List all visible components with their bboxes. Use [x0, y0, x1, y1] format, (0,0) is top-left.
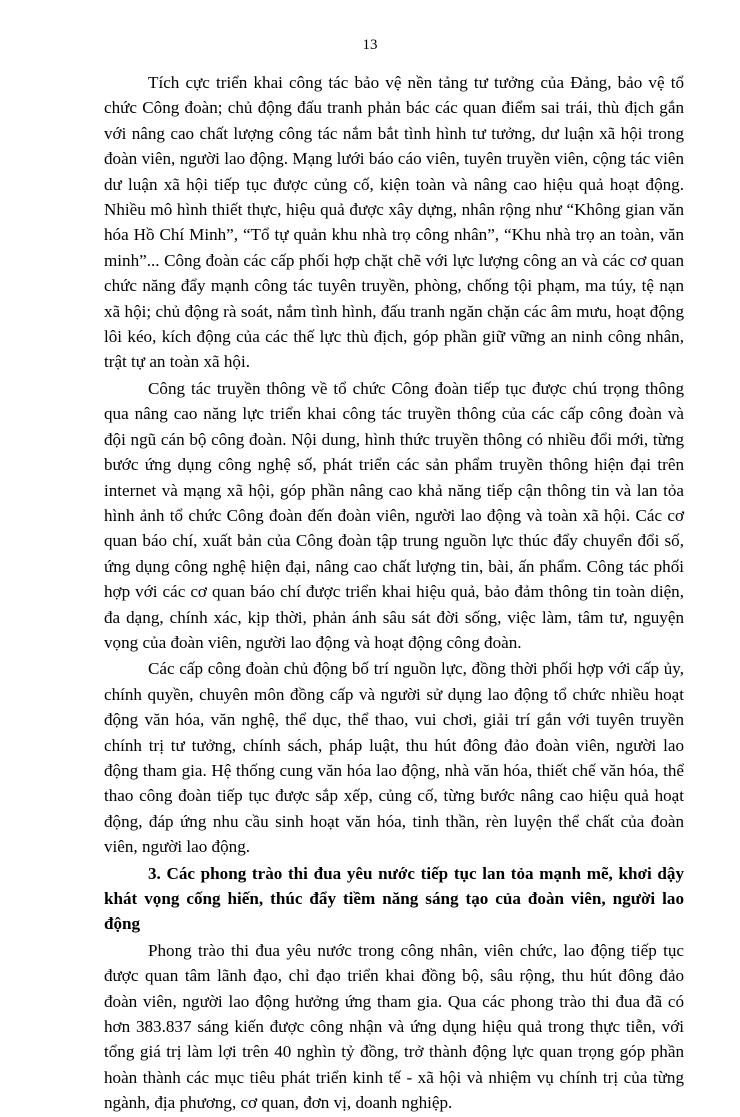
paragraph-ideology-protection: Tích cực triển khai công tác bảo vệ nền tảng tư tưởng của Đảng, bảo vệ tổ chức Công đoàn; chủ động đấu tranh phản bác các quan điểm sai trái, thù địch gắn với nâng cao chất lượng công tác nắm bắt tình hình tư tưởng, dư luận xã hội trong đoàn viên, người lao động. Mạng lưới báo cáo viên, tuyên truyền viên, cộng tác viên dư luận xã hội tiếp tục được củng cố, kiện toàn và nâng cao hiệu quả hoạt động. Nhiều mô hình thiết thực, hiệu quả được xây dựng, nhân rộng như “Không gian văn hóa Hồ Chí Minh”, “Tổ tự quản khu nhà trọ công nhân”, “Khu nhà trọ an toàn, văn minh”... Công đoàn các cấp phối hợp chặt chẽ với lực lượng công an và các cơ quan chức năng đẩy mạnh công tác tuyên truyền, phòng, chống tội phạm, ma túy, tệ nạn xã hội; chủ động rà soát, nắm tình hình, đấu tranh ngăn chặn các âm mưu, hoạt động lôi kéo, kích động của các thế lực thù địch, góp phần giữ vững an ninh công nhân, trật tự an toàn xã hội.: [104, 73, 684, 372]
section-heading: 3. Các phong trào thi đua yêu nước tiếp tục lan tỏa mạnh mẽ, khơi dậy khát vọng cống hiến, thúc đẩy tiềm năng sáng tạo của đoàn viên, người lao động: [104, 863, 684, 934]
document-body: [104, 70, 684, 1117]
paragraph-cultural-activities: Các cấp công đoàn chủ động bố trí nguồn lực, đồng thời phối hợp với cấp ủy, chính quyền, chuyên môn đồng cấp và người sử dụng lao động tổ chức nhiều hoạt động văn hóa, văn nghệ, thể dục, thể thao, vui chơi, giải trí gắn với tuyên truyền chính trị tư tưởng, chính sách, pháp luật, thu hút đông đảo đoàn viên, người lao động tham gia. Hệ thống cung văn hóa lao động, nhà văn hóa, thiết chế văn hóa, thể thao công đoàn tiếp tục được sắp xếp, củng cố, từng bước nâng cao hiệu quả hoạt động, đáp ứng nhu cầu sinh hoạt văn hóa, tinh thần, rèn luyện thể chất của đoàn viên, người lao động.: [104, 659, 684, 857]
paragraph-emulation-movement: Phong trào thi đua yêu nước trong công nhân, viên chức, lao động tiếp tục được quan tâm lãnh đạo, chỉ đạo triển khai đồng bộ, sâu rộng, thu hút đông đảo đoàn viên, người lao động hưởng ứng tham gia. Qua các phong trào thi đua đã có hơn 383.837 sáng kiến được công nhận và ứng dụng hiệu quả trong thực tiễn, với tổng giá trị làm lợi trên 40 nghìn tỷ đồng, trở thành động lực quan trọng góp phần hoàn thành các mục tiêu phát triển kinh tế - xã hội và nhiệm vụ chính trị của từng ngành, địa phương, cơ quan, đơn vị, doanh nghiệp.: [104, 940, 684, 1113]
page-number: 13: [362, 37, 378, 53]
paragraph-communication: Công tác truyền thông về tổ chức Công đoàn tiếp tục được chú trọng thông qua nâng cao năng lực triển khai công tác truyền thông của các cấp công đoàn và đội ngũ cán bộ công đoàn. Nội dung, hình thức truyền thông có nhiều đổi mới, từng bước ứng dụng công nghệ số, phát triển các sản phẩm truyền thông hiện đại trên internet và mạng xã hội, góp phần nâng cao khả năng tiếp cận thông tin và lan tỏa hình ảnh tổ chức Công đoàn đến đoàn viên, người lao động và toàn xã hội. Các cơ quan báo chí, xuất bản của Công đoàn tập trung nguồn lực thúc đẩy chuyển đổi số, ứng dụng công nghệ hiện đại, nâng cao chất lượng tin, bài, ấn phẩm. Công tác phối hợp với các cơ quan báo chí được triển khai hiệu quả, bảo đảm thông tin toàn diện, đa dạng, chính xác, kịp thời, phản ánh sâu sát đời sống, việc làm, tâm tư, nguyện vọng của đoàn viên, người lao động và hoạt động công đoàn.: [104, 378, 684, 652]
